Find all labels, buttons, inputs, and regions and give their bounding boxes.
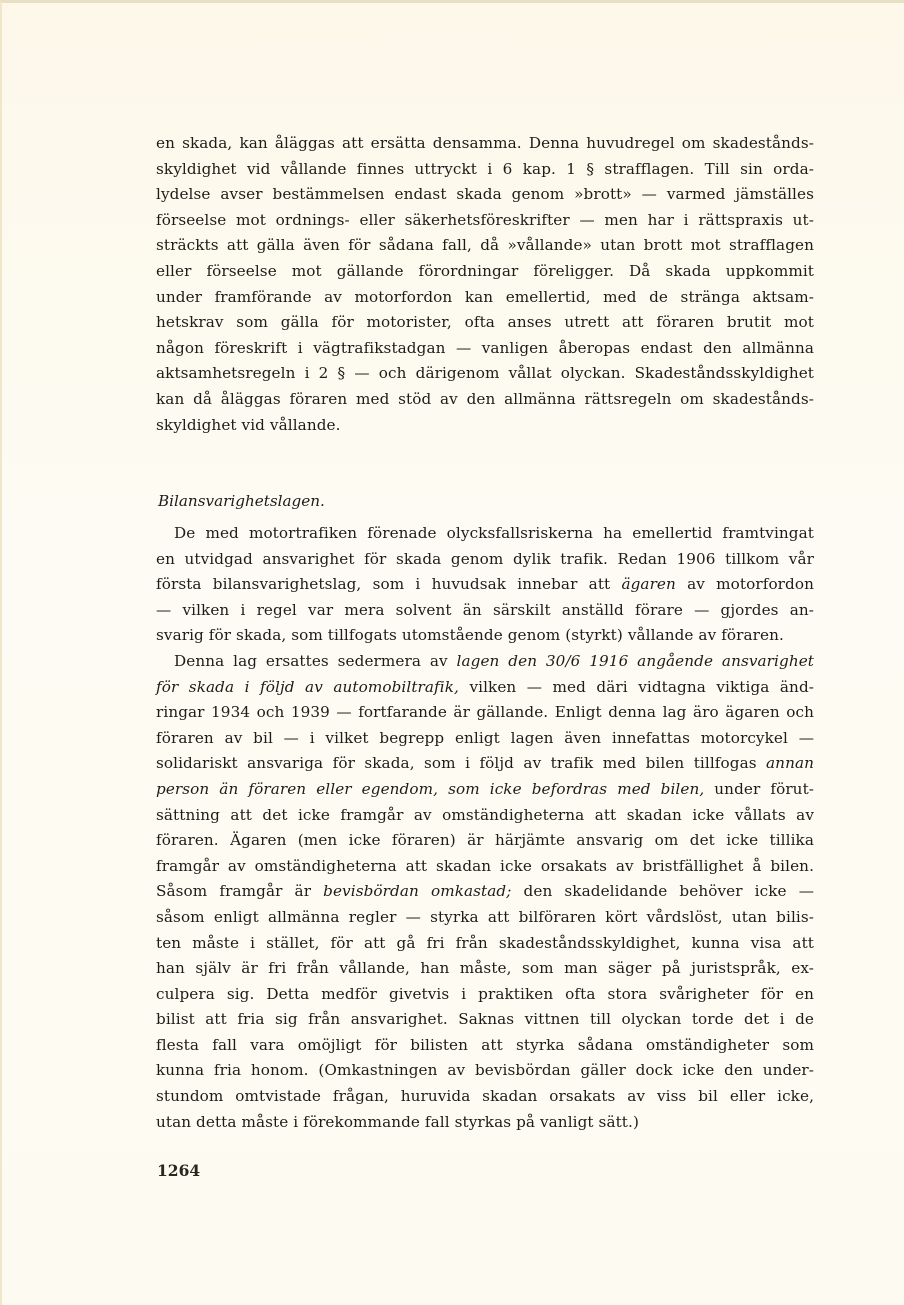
text-line: en utvidgad ansvarighet för skada genom dylik trafik. Redan 1906 tillkom vår bbox=[156, 549, 814, 568]
text-line: hetskrav som gälla för motorister, ofta anses utrett att föraren brutit mot bbox=[156, 313, 814, 332]
text-line: stundom omtvistade frågan, huruvida skadan orsakats av viss bil eller icke, bbox=[156, 1087, 814, 1106]
paragraph-liability-for-negligence bbox=[156, 131, 814, 438]
text-line: bilist att fria sig från ansvarighet. Saknas vittnen till olyckan torde det i de bbox=[156, 1010, 814, 1029]
text-line: förseelse mot ordnings- eller säkerhetsföreskrifter — men har i rättspraxis ut- bbox=[156, 210, 814, 229]
text-line: kan då åläggas föraren med stöd av den allmänna rättsregeln om skadestånds- bbox=[156, 389, 814, 408]
text-line: ringar 1934 och 1939 — fortfarande är gällande. Enligt denna lag äro ägaren och bbox=[156, 703, 814, 722]
text-line bbox=[156, 879, 814, 905]
text-line: föraren av bil — i vilket begrepp enligt lagen även innefattas motorcykel — bbox=[156, 728, 814, 747]
text-span: av motorfordon bbox=[675, 575, 814, 594]
text-line: eller förseelse mot gällande förordningar föreligger. Då skada uppkommit bbox=[156, 261, 814, 280]
text-line: sträckts att gälla även för sådana fall, då »vållande» utan brott mot strafflagen bbox=[156, 236, 814, 255]
emphasis-law-title: lagen den 30/6 1916 angående ansvarighet bbox=[456, 651, 814, 670]
text-line: culpera sig. Detta medför givetvis i praktiken ofta stora svårigheter för en bbox=[156, 984, 814, 1003]
text-line: lydelse avser bestämmelsen endast skada genom »brott» — varmed jämställes bbox=[156, 185, 814, 204]
emphasis-burden-of-proof: bevisbördan omkastad; bbox=[323, 882, 512, 901]
text-span: den skadelidande behöver icke — bbox=[511, 882, 815, 901]
text-line: ten måste i stället, för att gå fri från skadeståndsskyldighet, kunna visa att bbox=[156, 933, 814, 952]
text-line: sättning att det icke framgår av omständigheterna att skadan icke vållats av bbox=[156, 805, 814, 824]
text-span: första bilansvarighetslag, som i huvudsak innebar att bbox=[156, 575, 622, 594]
text-line: någon föreskrift i vägtrafikstadgan — vanligen åberopas endast den allmänna bbox=[156, 338, 814, 357]
text-line: skyldighet vid vållande finnes uttryckt i 6 kap. 1 § strafflagen. Till sin orda- bbox=[156, 159, 814, 178]
text-line: flesta fall vara omöjligt för bilisten att styrka sådana omständigheter som bbox=[156, 1035, 814, 1054]
text-line: svarig för skada, som tillfogats utomstående genom (styrkt) vållande av föraren. bbox=[156, 626, 784, 645]
text-line: skyldighet vid vållande. bbox=[156, 415, 341, 434]
section-heading: Bilansvarighetslagen. bbox=[158, 492, 325, 510]
paragraph-car-liability-law bbox=[156, 521, 814, 1135]
text-span: under förut- bbox=[704, 779, 815, 798]
emphasis-law-title: för skada i följd av automobiltrafik, bbox=[156, 677, 459, 696]
page-number: 1264 bbox=[157, 1161, 201, 1180]
text-span: solidariskt ansvariga för skada, som i följd av trafik med bilen tillfogas bbox=[156, 754, 767, 773]
text-line: under framförande av motorfordon kan emellertid, med de stränga aktsam- bbox=[156, 287, 814, 306]
text-span: Denna lag ersattes sedermera av bbox=[174, 651, 457, 670]
text-line bbox=[156, 572, 814, 598]
text-line: — vilken i regel var mera solvent än särskilt anställd förare — gjordes an- bbox=[156, 600, 814, 619]
text-line: framgår av omständigheterna att skadan icke orsakats av bristfällighet å bilen. bbox=[156, 856, 814, 875]
text-line: en skada, kan åläggas att ersätta densamma. Denna huvudregel om skadestånds- bbox=[156, 134, 814, 152]
text-line: han själv är fri från vållande, han måste, som man säger på juristspråk, ex- bbox=[156, 959, 814, 978]
text-line bbox=[156, 675, 814, 701]
text-span: Såsom framgår är bbox=[156, 882, 324, 901]
emphasis-other-person: person än föraren eller egendom, som icke befordras med bilen, bbox=[156, 779, 705, 798]
text-line: kunna fria honom. (Omkastningen av bevisbördan gäller dock icke den under- bbox=[156, 1061, 814, 1080]
text-line bbox=[156, 777, 814, 803]
text-line: utan detta måste i förekommande fall styrkas på vanligt sätt.) bbox=[156, 1112, 639, 1131]
text-span: vilken — med däri vidtagna viktiga änd- bbox=[458, 677, 814, 696]
text-line: såsom enligt allmänna regler — styrka att bilföraren kört vårdslöst, utan bilis- bbox=[156, 907, 814, 926]
text-line bbox=[156, 751, 814, 777]
emphasis-owner: ägaren bbox=[621, 575, 676, 594]
text-line: De med motortrafiken förenade olycksfallsriskerna ha emellertid framtvingat bbox=[174, 524, 814, 542]
text-line: föraren. Ägaren (men icke föraren) är härjämte ansvarig om det icke tillika bbox=[156, 831, 814, 850]
text-line bbox=[156, 649, 814, 675]
emphasis-other-person: annan bbox=[766, 754, 814, 773]
text-line: aktsamhetsregeln i 2 § — och därigenom vållat olyckan. Skadeståndsskyldighet bbox=[156, 364, 814, 383]
